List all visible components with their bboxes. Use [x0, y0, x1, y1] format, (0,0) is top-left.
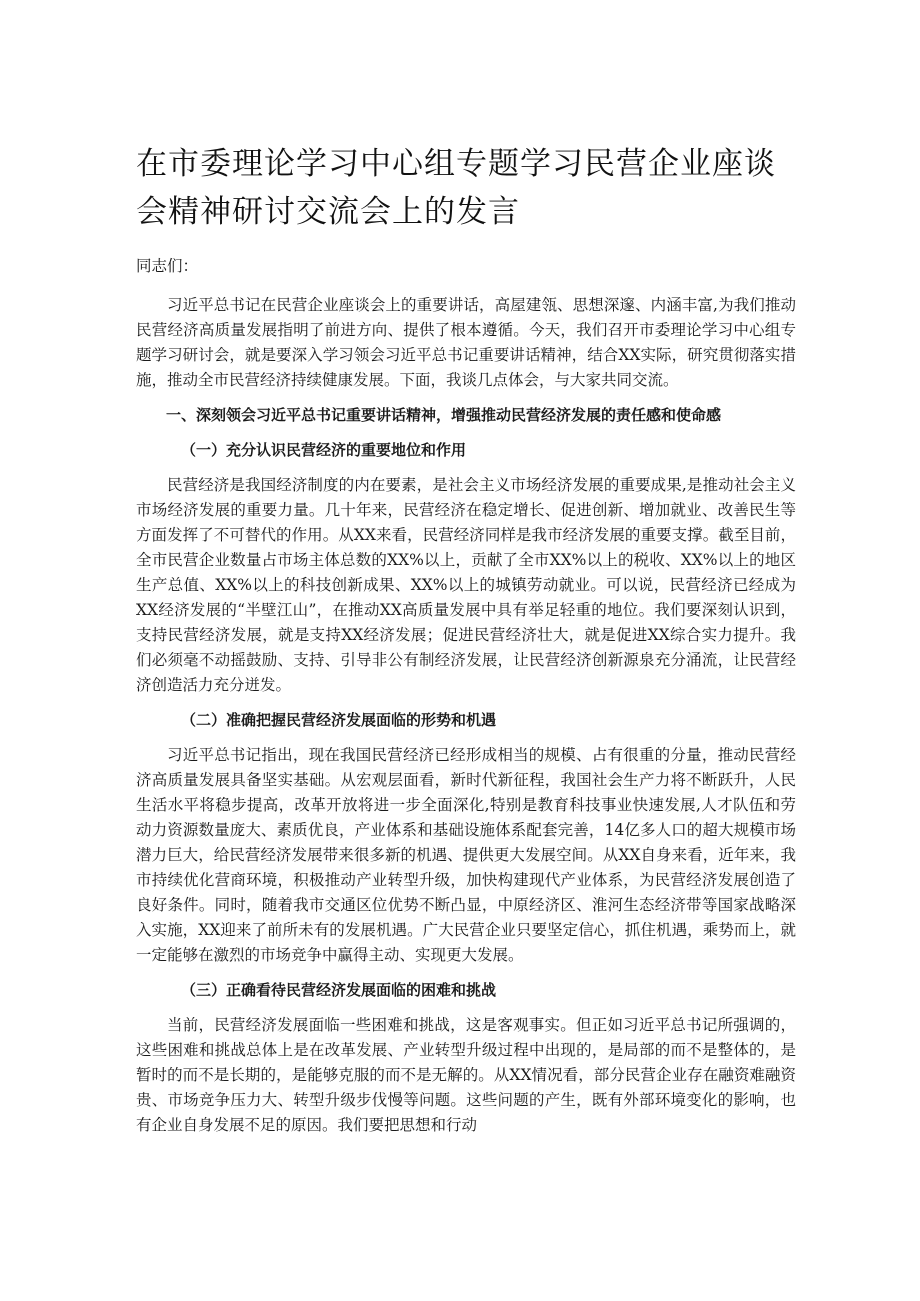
subsection-1-heading: （一）充分认识民营经济的重要地位和作用	[181, 441, 467, 459]
document-page	[136, 140, 796, 1148]
section-1-heading: 一、深刻领会习近平总书记重要讲话精神，增强推动民营经济发展的责任感和使命感	[166, 406, 722, 424]
intro-paragraph: 习近平总书记在民营企业座谈会上的重要讲话，高屋建瓴、思想深邃、内涵丰富,为我们推动民营经济高质量发展指明了前进方向、提供了根本遵循。今天，我们召开市委理论学习中心组专题学习研讨会，就是要深入学习领会习近平总书记重要讲话精神，结合XX实际，研究贯彻落实措施，推动全市民营经济持续健康发展。下面，我谈几点体会，与大家共同交流。	[136, 296, 796, 389]
salutation: 同志们：	[136, 257, 199, 275]
subsection-1-body: 民营经济是我国经济制度的内在要素，是社会主义市场经济发展的重要成果,是推动社会主义市场经济发展的重要力量。几十年来，民营经济在稳定增长、促进创新、增加就业、改善民生等方面发挥了不可替代的作用。从XX来看，民营经济同样是我市经济发展的重要支撑。截至目前，全市民营企业数量占市场主体总数的XX%以上，贡献了全市XX%以上的税收、XX%以上的地区生产总值、XX%以上的科技创新成果、XX%以上的城镇劳动就业。可以说，民营经济已经成为XX经济发展的“半壁江山”，在推动XX高质量发展中具有举足轻重的地位。我们要深刻认识到，支持民营经济发展，就是支持XX经济发展；促进民营经济壮大，就是促进XX综合实力提升。我们必须毫不动摇鼓励、支持、引导非公有制经济发展，让民营经济创新源泉充分涌流，让民营经济创造活力充分迸发。	[136, 476, 796, 694]
document-title: 在市委理论学习中心组专题学习民营企业座谈会精神研讨交流会上的发言	[136, 146, 776, 230]
subsection-2-body: 习近平总书记指出，现在我国民营经济已经形成相当的规模、占有很重的分量，推动民营经济高质量发展具备坚实基础。从宏观层面看，新时代新征程，我国社会生产力将不断跃升，人民生活水平将稳步提高，改革开放将进一步全面深化,特别是教育科技事业快速发展,人才队伍和劳动力资源数量庞大、素质优良，产业体系和基础设施体系配套完善，14亿多人口的超大规模市场潜力巨大，给民营经济发展带来很多新的机遇、提供更大发展空间。从XX自身来看，近年来，我市持续优化营商环境，积极推动产业转型升级，加快构建现代产业体系，为民营经济发展创造了良好条件。同时，随着我市交通区位优势不断凸显，中原经济区、淮河生态经济带等国家战略深入实施，XX迎来了前所未有的发展机遇。广大民营企业只要坚定信心，抓住机遇，乘势而上，就一定能够在激烈的市场竞争中赢得主动、实现更大发展。	[136, 746, 796, 964]
subsection-3-body: 当前，民营经济发展面临一些困难和挑战，这是客观事实。但正如习近平总书记所强调的，这些困难和挑战总体上是在改革发展、产业转型升级过程中出现的，是局部的而不是整体的，是暂时的而不是长期的，是能够克服的而不是无解的。从XX情况看，部分民营企业存在融资难融资贵、市场竞争压力大、转型升级步伐慢等问题。这些问题的产生，既有外部环境变化的影响，也有企业自身发展不足的原因。我们要把思想和行动	[136, 1016, 796, 1134]
subsection-3-heading: （三）正确看待民营经济发展面临的困难和挑战	[181, 981, 497, 999]
subsection-2-heading: （二）准确把握民营经济发展面临的形势和机遇	[181, 711, 497, 729]
